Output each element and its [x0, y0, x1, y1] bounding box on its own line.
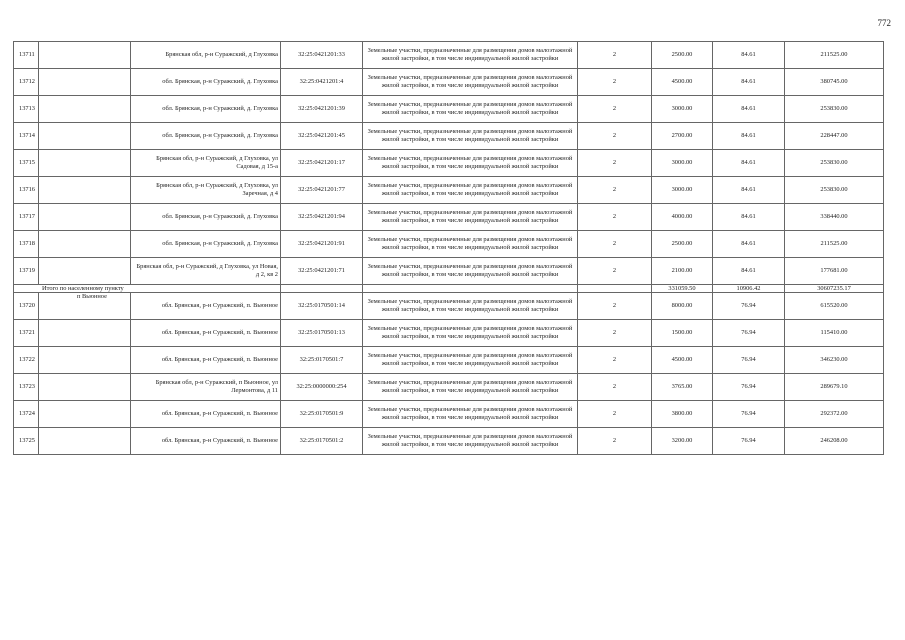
table-row: [14, 204, 884, 231]
row-area: 4500.00: [652, 347, 713, 374]
row-cadastral-number: 32:25:0421201:39: [281, 96, 363, 123]
row-number: 13713: [14, 96, 39, 123]
row-rate: 84.61: [713, 123, 785, 150]
row-cadastral-value: 253830.00: [785, 96, 884, 123]
row-address: обл. Брянская, р-н Суражский, д. Глуховка: [131, 123, 281, 150]
page-number: 772: [877, 18, 891, 28]
row-area: 8000.00: [652, 293, 713, 320]
row-cadastral-number: 32:25:0170501:13: [281, 320, 363, 347]
row-spacer: [39, 401, 131, 428]
row-number: 13723: [14, 374, 39, 401]
row-number: 13718: [14, 231, 39, 258]
row-number: 13711: [14, 42, 39, 69]
rows-group-vyunnoe: [14, 293, 884, 455]
table-row: [14, 150, 884, 177]
row-rate: 76.94: [713, 320, 785, 347]
row-rate: 84.61: [713, 177, 785, 204]
row-cadastral-number: 32:25:0170501:7: [281, 347, 363, 374]
row-spacer: [39, 42, 131, 69]
row-cadastral-value: 211525.00: [785, 42, 884, 69]
settlement-name: п Вьюнное: [77, 293, 107, 300]
row-area: 4500.00: [652, 69, 713, 96]
row-cadastral-number: 32:25:0421201:77: [281, 177, 363, 204]
row-land-use: Земельные участки, предназначенные для размещения домов малоэтажной жилой застройки, в том числе индивидуальной жилой застройки: [363, 204, 578, 231]
row-category: 2: [578, 401, 652, 428]
row-land-use: Земельные участки, предназначенные для размещения домов малоэтажной жилой застройки, в том числе индивидуальной жилой застройки: [363, 258, 578, 285]
row-category: 2: [578, 96, 652, 123]
row-category: 2: [578, 150, 652, 177]
row-address: обл. Брянская, р-н Суражский, п. Вьюнное: [131, 401, 281, 428]
row-category: 2: [578, 374, 652, 401]
row-area: 2100.00: [652, 258, 713, 285]
row-address: Брянская обл, р-н Суражский, д Глуховка, ул Заречная, д 4: [131, 177, 281, 204]
row-spacer: [39, 177, 131, 204]
total-empty-cad: [281, 285, 363, 293]
row-spacer: [39, 96, 131, 123]
row-category: 2: [578, 428, 652, 455]
row-cadastral-value: 346230.00: [785, 347, 884, 374]
row-land-use: Земельные участки, предназначенные для размещения домов малоэтажной жилой застройки, в том числе индивидуальной жилой застройки: [363, 177, 578, 204]
row-area: 3200.00: [652, 428, 713, 455]
row-category: 2: [578, 204, 652, 231]
row-address: Брянская обл, р-н Суражский, п Вьюнное, ул Лермонтова, д 11: [131, 374, 281, 401]
table-row: [14, 42, 884, 69]
row-spacer: [39, 69, 131, 96]
row-address: обл. Брянская, р-н Суражский, п. Вьюнное: [131, 320, 281, 347]
row-cadastral-number: 32:25:0170501:14: [281, 293, 363, 320]
row-land-use: Земельные участки, предназначенные для размещения домов малоэтажной жилой застройки, в том числе индивидуальной жилой застройки: [363, 150, 578, 177]
row-land-use: Земельные участки, предназначенные для размещения домов малоэтажной жилой застройки, в том числе индивидуальной жилой застройки: [363, 69, 578, 96]
rows-group-glukhovka: [14, 42, 884, 285]
total-rate: 10906.42: [713, 285, 785, 293]
table-row: [14, 347, 884, 374]
row-cadastral-number: 32:25:0421201:71: [281, 258, 363, 285]
row-cadastral-value: 615520.00: [785, 293, 884, 320]
total-area: 331059.50: [652, 285, 713, 293]
row-rate: 76.94: [713, 347, 785, 374]
row-rate: 76.94: [713, 293, 785, 320]
row-cadastral-number: 32:25:0421201:33: [281, 42, 363, 69]
row-land-use: Земельные участки, предназначенные для размещения домов малоэтажной жилой застройки, в том числе индивидуальной жилой застройки: [363, 96, 578, 123]
table-row: [14, 177, 884, 204]
row-area: 1500.00: [652, 320, 713, 347]
row-land-use: Земельные участки, предназначенные для размещения домов малоэтажной жилой застройки, в том числе индивидуальной жилой застройки: [363, 293, 578, 320]
row-cadastral-value: 338440.00: [785, 204, 884, 231]
row-cadastral-value: 115410.00: [785, 320, 884, 347]
row-land-use: Земельные участки, предназначенные для размещения домов малоэтажной жилой застройки, в том числе индивидуальной жилой застройки: [363, 42, 578, 69]
total-empty-use: [363, 285, 578, 293]
row-area: 2500.00: [652, 231, 713, 258]
row-cadastral-number: 32:25:0421201:17: [281, 150, 363, 177]
row-address: обл. Брянская, р-н Суражский, п. Вьюнное: [131, 347, 281, 374]
row-cadastral-value: 292372.00: [785, 401, 884, 428]
row-spacer: [39, 374, 131, 401]
row-number: 13720: [14, 293, 39, 320]
row-address: обл. Брянская, р-н Суражский, д. Глуховка: [131, 96, 281, 123]
row-number: 13724: [14, 401, 39, 428]
total-row: [14, 285, 884, 293]
row-land-use: Земельные участки, предназначенные для размещения домов малоэтажной жилой застройки, в том числе индивидуальной жилой застройки: [363, 231, 578, 258]
row-spacer: [39, 258, 131, 285]
row-cadastral-number: 32:25:0170501:2: [281, 428, 363, 455]
row-number: 13721: [14, 320, 39, 347]
row-land-use: Земельные участки, предназначенные для размещения домов малоэтажной жилой застройки, в том числе индивидуальной жилой застройки: [363, 123, 578, 150]
table-row: [14, 320, 884, 347]
row-area: 3000.00: [652, 177, 713, 204]
row-area: 2700.00: [652, 123, 713, 150]
row-cadastral-value: 228447.00: [785, 123, 884, 150]
row-address: обл. Брянская, р-н Суражский, д. Глуховка: [131, 69, 281, 96]
row-cadastral-value: 380745.00: [785, 69, 884, 96]
table-row: [14, 231, 884, 258]
table-row: [14, 96, 884, 123]
row-address: обл. Брянская, р-н Суражский, п. Вьюнное: [131, 428, 281, 455]
row-land-use: Земельные участки, предназначенные для размещения домов малоэтажной жилой застройки, в том числе индивидуальной жилой застройки: [363, 401, 578, 428]
row-area: 3000.00: [652, 150, 713, 177]
row-number: 13725: [14, 428, 39, 455]
total-label: Итого по населенному пункту: [14, 285, 281, 293]
row-spacer: [39, 347, 131, 374]
row-area: 3800.00: [652, 401, 713, 428]
total-empty-cat: [578, 285, 652, 293]
row-number: 13715: [14, 150, 39, 177]
row-cadastral-value: 253830.00: [785, 177, 884, 204]
row-address: обл. Брянская, р-н Суражский, д. Глуховка: [131, 204, 281, 231]
row-address: Брянская обл, р-н Суражский, д Глуховка: [131, 42, 281, 69]
row-category: 2: [578, 231, 652, 258]
land-registry-table: [13, 41, 884, 455]
row-cadastral-number: 32:25:0421201:94: [281, 204, 363, 231]
row-cadastral-value: 289679.10: [785, 374, 884, 401]
row-spacer: [39, 428, 131, 455]
row-category: 2: [578, 293, 652, 320]
row-cadastral-number: 32:25:0170501:9: [281, 401, 363, 428]
row-number: 13722: [14, 347, 39, 374]
row-area: 2500.00: [652, 42, 713, 69]
row-rate: 84.61: [713, 69, 785, 96]
row-category: 2: [578, 42, 652, 69]
row-spacer: [39, 150, 131, 177]
row-address: обл. Брянская, р-н Суражский, п. Вьюнное: [131, 293, 281, 320]
row-number: 13714: [14, 123, 39, 150]
row-area: 3765.00: [652, 374, 713, 401]
row-spacer: [39, 293, 131, 320]
row-land-use: Земельные участки, предназначенные для размещения домов малоэтажной жилой застройки, в том числе индивидуальной жилой застройки: [363, 347, 578, 374]
row-spacer: [39, 231, 131, 258]
row-area: 3000.00: [652, 96, 713, 123]
row-area: 4000.00: [652, 204, 713, 231]
row-category: 2: [578, 69, 652, 96]
row-rate: 84.61: [713, 150, 785, 177]
row-spacer: [39, 204, 131, 231]
table-row: [14, 401, 884, 428]
row-rate: 84.61: [713, 258, 785, 285]
row-rate: 76.94: [713, 401, 785, 428]
row-land-use: Земельные участки, предназначенные для размещения домов малоэтажной жилой застройки, в том числе индивидуальной жилой застройки: [363, 320, 578, 347]
table-row: [14, 258, 884, 285]
row-spacer: [39, 123, 131, 150]
row-category: 2: [578, 123, 652, 150]
row-cadastral-value: 211525.00: [785, 231, 884, 258]
row-cadastral-value: 246208.00: [785, 428, 884, 455]
total-section: [14, 285, 884, 293]
row-cadastral-number: 32:25:0000000:254: [281, 374, 363, 401]
table-row: [14, 123, 884, 150]
row-cadastral-number: 32:25:0421201:4: [281, 69, 363, 96]
table-row: [14, 69, 884, 96]
row-rate: 84.61: [713, 96, 785, 123]
row-land-use: Земельные участки, предназначенные для размещения домов малоэтажной жилой застройки, в том числе индивидуальной жилой застройки: [363, 428, 578, 455]
row-land-use: Земельные участки, предназначенные для размещения домов малоэтажной жилой застройки, в том числе индивидуальной жилой застройки: [363, 374, 578, 401]
row-rate: 84.61: [713, 231, 785, 258]
table-row: [14, 374, 884, 401]
row-category: 2: [578, 320, 652, 347]
row-number: 13719: [14, 258, 39, 285]
row-number: 13712: [14, 69, 39, 96]
row-number: 13716: [14, 177, 39, 204]
row-cadastral-number: 32:25:0421201:91: [281, 231, 363, 258]
row-category: 2: [578, 258, 652, 285]
table-row: [14, 428, 884, 455]
row-rate: 76.94: [713, 428, 785, 455]
row-rate: 76.94: [713, 374, 785, 401]
row-address: Брянская обл, р-н Суражский, д Глуховка, ул Новая, д 2, кв 2: [131, 258, 281, 285]
row-category: 2: [578, 177, 652, 204]
row-rate: 84.61: [713, 42, 785, 69]
row-spacer: [39, 320, 131, 347]
row-category: 2: [578, 347, 652, 374]
row-cadastral-number: 32:25:0421201:45: [281, 123, 363, 150]
table-row: [14, 293, 884, 320]
row-cadastral-value: 177681.00: [785, 258, 884, 285]
row-address: Брянская обл, р-н Суражский, д Глуховка, ул Садовая, д 15-а: [131, 150, 281, 177]
row-number: 13717: [14, 204, 39, 231]
row-cadastral-value: 253830.00: [785, 150, 884, 177]
row-address: обл. Брянская, р-н Суражский, д. Глуховка: [131, 231, 281, 258]
total-value: 30607235.17: [785, 285, 884, 293]
row-rate: 84.61: [713, 204, 785, 231]
